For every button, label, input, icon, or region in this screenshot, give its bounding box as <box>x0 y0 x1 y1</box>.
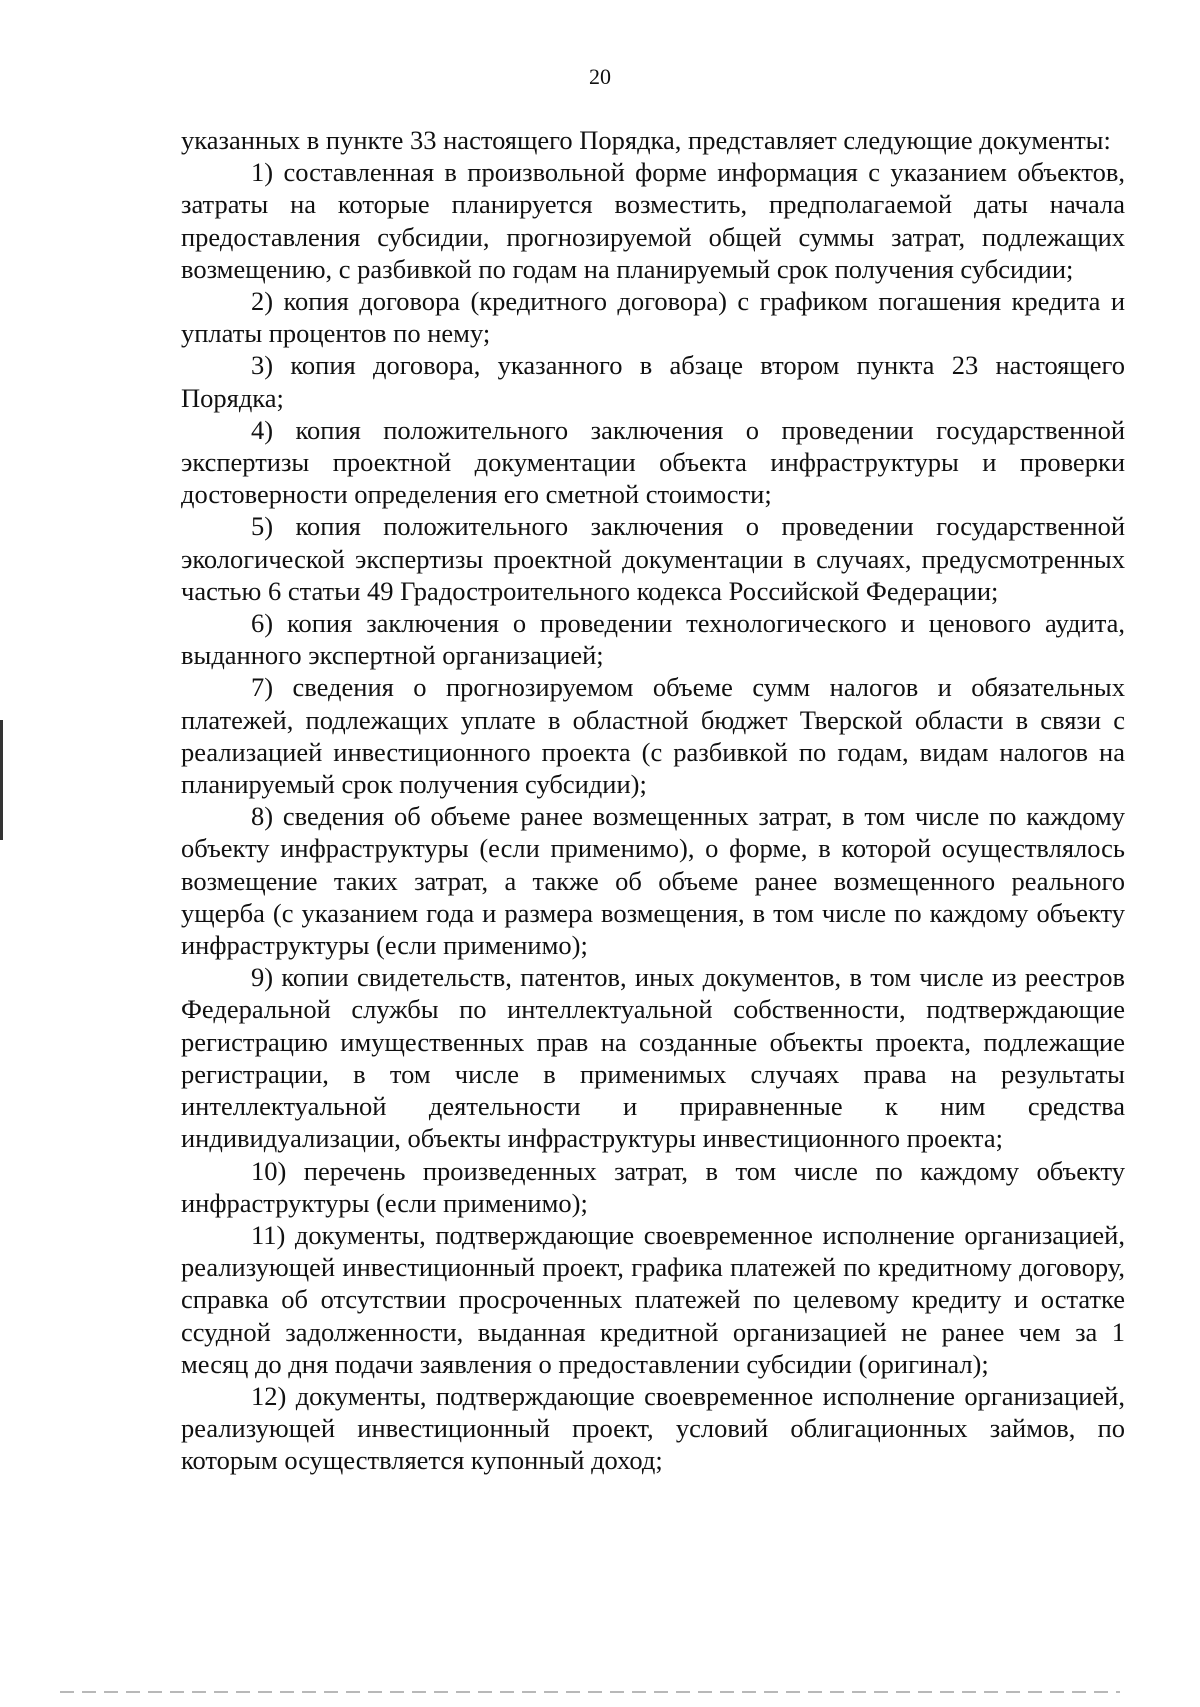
list-item-4: 4) копия положительного заключения о проведении государственной экспертизы проектной документации объекта инфраструктуры и проверки достоверности определения его сметной стоимости; <box>181 414 1125 510</box>
list-item-10: 10) перечень произведенных затрат, в том числе по каждому объекту инфраструктуры (если применимо); <box>181 1155 1125 1218</box>
document-body <box>181 124 1125 1477</box>
list-item-8: 8) сведения об объеме ранее возмещенных затрат, в том числе по каждому объекту инфраструктуры (если применимо), о форме, в которой осуществлялось возмещение таких затрат, а также об объеме ранее возмещенного реального ущерба (с указанием года и размера возмещения, в том числе по каждому объекту инфраструктуры (если применимо); <box>181 801 1125 961</box>
list-item-9: 9) копии свидетельств, патентов, иных документов, в том числе из реестров Федеральной службы по интеллектуальной собственности, подтверждающие регистрацию имущественных прав на созданные объекты проекта, подлежащие регистрации, в том числе в применимых случаях права на результаты интеллектуальной деятельности и приравненные к ним средства индивидуализации, объекты инфраструктуры инвестиционного проекта; <box>181 962 1125 1154</box>
list-item-12: 12) документы, подтверждающие своевременное исполнение организацией, реализующей инвестиционный проект, условий облигационных займов, по которым осуществляется купонный доход; <box>181 1380 1125 1476</box>
list-item-7: 7) сведения о прогнозируемом объеме сумм налогов и обязательных платежей, подлежащих уплате в областной бюджет Тверской области в связи с реализацией инвестиционного проекта (с разбивкой по годам, видам налогов на планируемый срок получения субсидии); <box>181 672 1125 800</box>
list-item-5: 5) копия положительного заключения о проведении государственной экологической экспертизы проектной документации в случаях, предусмотренных частью 6 статьи 49 Градостроительного кодекса Российской Федерации; <box>181 511 1125 606</box>
list-item-11: 11) документы, подтверждающие своевременное исполнение организацией, реализующей инвестиционный проект, графика платежей по кредитному договору, справка об отсутствии просроченных платежей по целевому кредиту и остатке ссудной задолженности, выданная кредитной организацией не ранее чем за 1 месяц до дня подачи заявления о предоставлении субсидии (оригинал); <box>181 1219 1125 1379</box>
scan-bottom-edge <box>60 1691 1120 1693</box>
page-number: 20 <box>589 64 611 89</box>
intro-paragraph: указанных в пункте 33 настоящего Порядка, представляет следующие документы: <box>181 125 1111 155</box>
scan-edge-mark <box>0 720 3 840</box>
list-item-2: 2) копия договора (кредитного договора) с графиком погашения кредита и уплаты процентов по нему; <box>181 286 1125 349</box>
list-item-6: 6) копия заключения о проведении технологического и ценового аудита, выданного экспертной организацией; <box>181 608 1125 671</box>
list-item-1: 1) составленная в произвольной форме информация с указанием объектов, затраты на которые планируется возместить, предполагаемой даты начала предоставления субсидии, прогнозируемой общей суммы затрат, подлежащих возмещению, с разбивкой по годам на планируемый срок получения субсидии; <box>181 157 1125 284</box>
list-item-3: 3) копия договора, указанного в абзаце втором пункта 23 настоящего Порядка; <box>181 350 1125 413</box>
